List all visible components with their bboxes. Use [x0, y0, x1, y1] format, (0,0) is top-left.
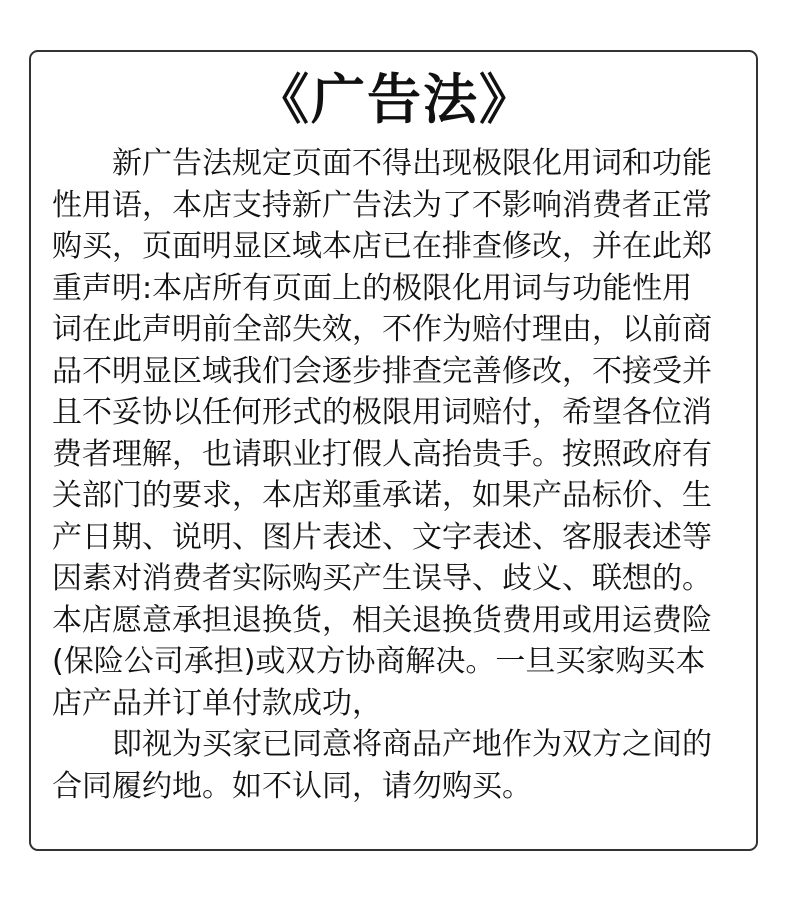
notice-line: 购买，页面明显区域本店已在排查修改，并在此郑: [52, 229, 712, 264]
notice-line: 费者理解，也请职业打假人高抬贵手。按照政府有: [52, 436, 712, 472]
notice-line: 且不妥协以任何形式的极限用词赔付，希望各位消: [52, 395, 712, 430]
notice-line: 店产品并订单付款成功，: [52, 685, 382, 721]
notice-line: 关部门的要求，本店郑重承诺，如果产品标价、生: [52, 478, 712, 513]
notice-line: 新广告法规定页面不得出现极限化用词和功能: [112, 146, 712, 181]
notice-line: 因素对消费者实际购买产生误导、歧义、联想的。: [52, 561, 712, 596]
notice-line: 词在此声明前全部失效，不作为赔付理由，以前商: [52, 312, 712, 347]
notice-line: 本店愿意承担退换货，相关退换货费用或用运费险: [52, 602, 712, 638]
notice-line: (保险公司承担)或双方协商解决。一旦买家购买本: [52, 644, 706, 679]
notice-line: 性用语，本店支持新广告法为了不影响消费者正常: [52, 187, 712, 223]
notice-line: 合同履约地。如不认同，请勿购买。: [52, 768, 532, 804]
notice-line: 即视为买家已同意将商品产地作为双方之间的: [112, 727, 712, 762]
notice-body: [52, 143, 752, 807]
notice-line: 产日期、说明、图片表述、文字表述、客服表述等: [52, 519, 712, 555]
notice-line: 品不明显区域我们会逐步排查完善修改，不接受并: [52, 353, 712, 389]
notice-line: 重声明:本店所有页面上的极限化用词与功能性用: [52, 270, 693, 306]
notice-title: 《广告法》: [255, 68, 535, 131]
